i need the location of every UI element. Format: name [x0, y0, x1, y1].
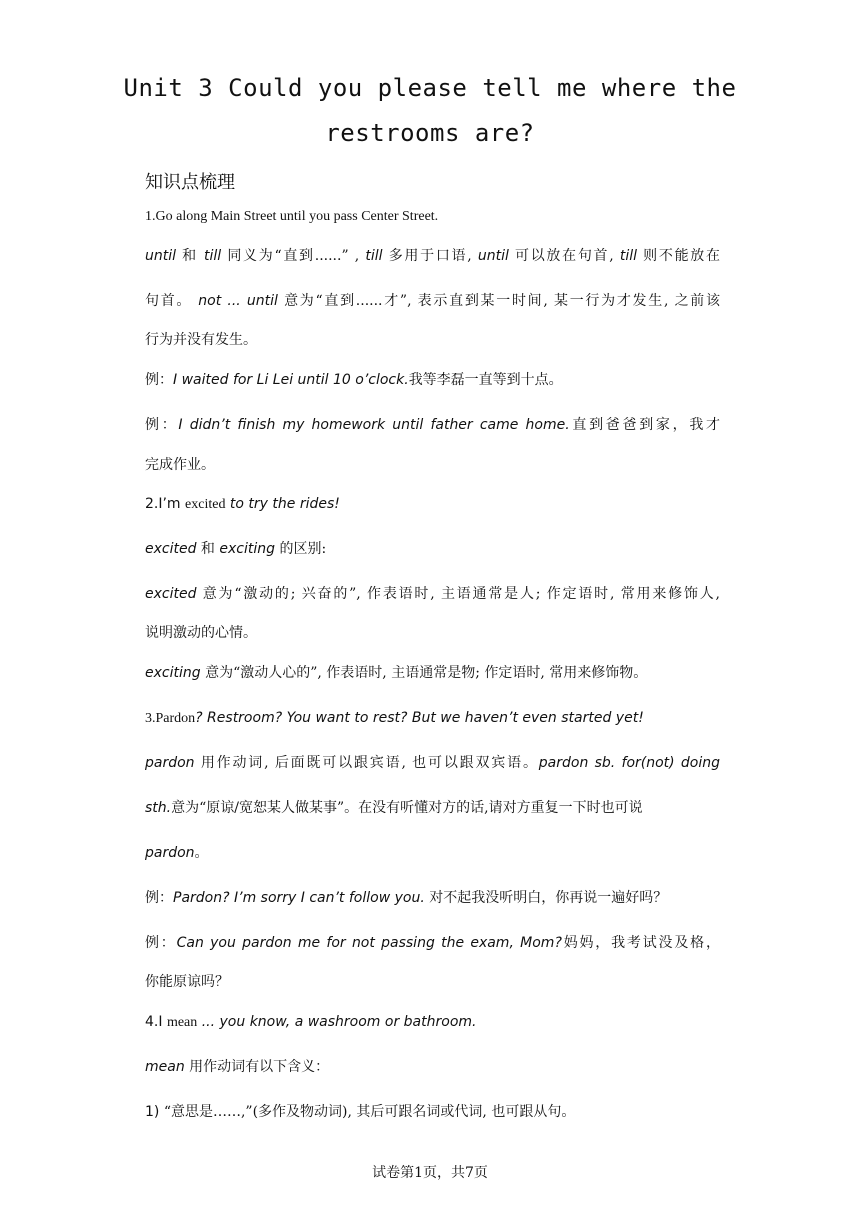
text: 可以放在句首,	[508, 248, 620, 264]
term: mean	[145, 1059, 185, 1075]
text: 和	[196, 541, 220, 557]
paragraph-line	[145, 249, 720, 263]
text: 完成作业。	[145, 457, 215, 473]
text: 例：	[145, 935, 177, 951]
example-english: Can you pardon me for not passing the exam, Mom?	[176, 935, 562, 951]
term: till	[619, 248, 638, 264]
text: 4.I	[145, 1014, 167, 1030]
example-line	[145, 418, 720, 432]
example-english: I didn’t finish my homework until father came home.	[178, 417, 570, 433]
text: excited	[185, 497, 226, 512]
paragraph-line	[145, 294, 720, 308]
term: not ... until	[198, 293, 278, 309]
text: ... you know, a washroom or bathroom.	[197, 1014, 477, 1030]
example-line	[145, 891, 720, 905]
text: 。	[194, 845, 209, 861]
text: 用作动词有以下含义：	[184, 1059, 330, 1075]
paragraph-line	[145, 1105, 720, 1119]
text: 同义为“直到......” ,	[221, 248, 366, 264]
point-4-heading	[145, 1015, 720, 1030]
paragraph-line	[145, 975, 720, 989]
term: sth.	[145, 800, 172, 816]
text: 的区别:	[275, 541, 327, 557]
text: 3.	[145, 711, 156, 726]
term: until	[145, 248, 177, 264]
text: 行为并没有发生。	[145, 332, 257, 348]
text: 则不能放在	[637, 248, 721, 264]
title-line-2: restrooms are?	[325, 119, 535, 147]
text: 直到爸爸到家，我才	[569, 417, 721, 433]
term: until	[477, 248, 509, 264]
term: exciting	[145, 665, 201, 681]
title-line-1: Unit 3 Could you please tell me where the	[123, 74, 737, 102]
text: 对不起我没听明白，你再说一遍好吗？	[424, 890, 668, 906]
point-2-heading	[145, 497, 720, 512]
paragraph-line	[145, 756, 720, 770]
text: 意为“激动的; 兴奋的”, 作表语时, 主语通常是人; 作定语时, 常用来修饰人,	[196, 586, 720, 602]
term: exciting	[219, 541, 276, 557]
text: 说明激动的心情。	[145, 625, 257, 641]
paragraph-line	[145, 587, 720, 601]
paragraph-line	[145, 1060, 720, 1074]
text: 2.I’m	[145, 496, 186, 512]
paragraph-line	[145, 333, 720, 347]
term: pardon	[145, 755, 195, 771]
text: ? Restroom? You want to rest? But we haven’t even started yet!	[195, 710, 644, 726]
text: 1)	[145, 1104, 164, 1120]
text: 和	[176, 248, 205, 264]
term: excited	[145, 541, 197, 557]
text: 你能原谅吗？	[145, 974, 229, 990]
text: 例：	[145, 372, 173, 388]
text: 例：	[145, 890, 173, 906]
term: till	[365, 248, 383, 264]
text: 意为“激动人心的”, 作表语时, 主语通常是物; 作定语时, 常用来修饰物。	[200, 665, 648, 681]
paragraph-line	[145, 626, 720, 640]
text: 妈妈，我考试没及格，	[561, 935, 720, 951]
text: 意为“原谅/宽恕某人做某事”。在没有听懂对方的话,请对方重复一下时也可说	[171, 800, 643, 816]
text: 1.Go along Main Street until you pass Center Street.	[145, 209, 439, 224]
paragraph-line	[145, 542, 720, 556]
example-english: I waited for Li Lei until 10 o’clock.	[173, 372, 409, 388]
term: till	[204, 248, 222, 264]
term: excited	[145, 586, 197, 602]
text: mean	[166, 1015, 198, 1030]
text: 多用于口语,	[382, 248, 478, 264]
text: 例：	[145, 417, 179, 433]
paragraph-line	[145, 801, 720, 815]
text: to try the rides!	[225, 496, 340, 512]
text: “意思是……,”(多作及物动词), 其后可跟名词或代词, 也可跟从句。	[163, 1104, 576, 1120]
example-line	[145, 936, 720, 950]
term: pardon	[145, 845, 195, 861]
paragraph-line	[145, 666, 720, 680]
point-3-heading	[145, 711, 720, 726]
text: 句首。	[145, 293, 199, 309]
section-heading: 知识点梳理	[145, 172, 235, 193]
example-english: Pardon? I’m sorry I can’t follow you.	[173, 890, 425, 906]
text: 我等李磊一直等到十点。	[408, 372, 563, 388]
term: pardon sb. for(not) doing	[538, 755, 721, 771]
paragraph-line	[145, 458, 720, 472]
text: Pardon	[155, 711, 196, 726]
text: 意为“直到......才”, 表示直到某一时间, 某一行为才发生, 之前该	[277, 293, 720, 309]
point-1-heading	[145, 210, 720, 224]
text: 用作动词, 后面既可以跟宾语, 也可以跟双宾语。	[194, 755, 539, 771]
example-line	[145, 373, 720, 387]
paragraph-line	[145, 846, 720, 860]
page-footer: 试卷第1页，共7页	[372, 1165, 488, 1181]
